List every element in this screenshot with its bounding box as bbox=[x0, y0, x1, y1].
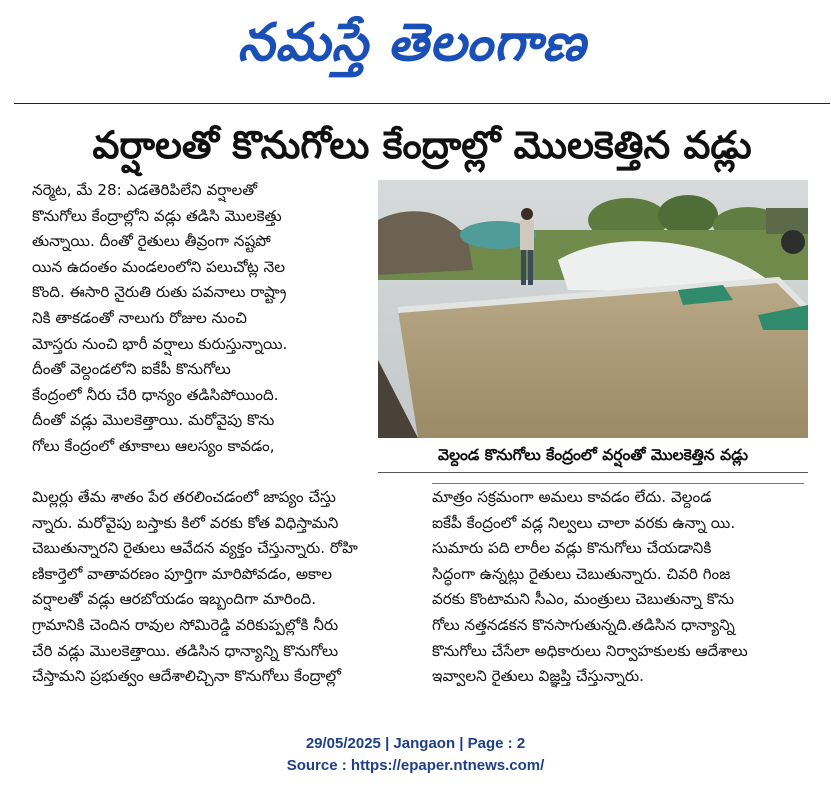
article-text-line: నర్మెట, మే 28: ఎడతెరిపిలేని వర్షాలతో bbox=[32, 181, 258, 199]
article-column-b bbox=[32, 485, 424, 690]
article-text-line: కొంది. ఈసారి నైరుతి రుతు పవనాలు రాష్ట్రా bbox=[32, 283, 287, 302]
article-column-c bbox=[432, 485, 804, 690]
article-text-line: మిల్లర్లు తేమ శాతం పేర తరలించడంలో జాప్యం చేస్తు bbox=[32, 488, 336, 506]
footer-date-line: 29/05/2025 | Jangaon | Page : 2 bbox=[305, 735, 526, 752]
paddy-field-image bbox=[378, 180, 808, 438]
caption-divider bbox=[378, 472, 808, 473]
masthead bbox=[0, 0, 831, 86]
article-text-line: నికి తాకడంతో నాలుగు రోజుల నుంచి bbox=[32, 308, 247, 327]
article-text-line: మోస్తరు నుంచి భారీ వర్షాలు కురుస్తున్నాయి. bbox=[32, 334, 288, 353]
article-text-line: దీంతో వెల్దండలోని ఐకేపీ కొనుగోలు bbox=[32, 360, 231, 379]
newspaper-logo: నమస్తే తెలంగాణ bbox=[237, 13, 587, 73]
article-text-line: దీంతో వడ్లు మొలకెత్తాయి. మరోవైపు కొను bbox=[32, 411, 275, 430]
article-text-line: సుమారు పది లారీల వడ్లు కొనుగోలు చేయడానికి bbox=[432, 539, 712, 558]
article-text-line: ణికార్తెలో వాతావరణం పూర్తిగా మారిపోవడం, అకాల bbox=[32, 564, 332, 583]
masthead-divider bbox=[14, 103, 830, 104]
article-text-line: ఐకేపీ కేంద్రంలో వడ్ల నిల్వలు చాలా వరకు ఉన్నా యి. bbox=[432, 513, 736, 532]
article-column-a bbox=[32, 178, 362, 460]
column-c-top-rule bbox=[432, 483, 804, 484]
footer-source-line: Source : https://epaper.ntnews.com/ bbox=[286, 757, 545, 774]
article-text-line: చేస్తామని ప్రభుత్వం ఆదేశాలిచ్చినా కొనుగోలు కేంద్రాల్లో bbox=[32, 667, 342, 686]
article-text-line: చేరి వడ్లు మొలకెత్తాయి. తడిసిన ధాన్యాన్ని కొనుగోలు bbox=[32, 641, 339, 660]
article-text-line: ఇవ్వాలని రైతులు విజ్ఞప్తి చేస్తున్నారు. bbox=[432, 667, 644, 686]
article-text-line: చెబుతున్నారని రైతులు ఆవేదన వ్యక్తం చేస్తున్నారు. రోహి bbox=[32, 539, 358, 558]
article-text-line: కేంద్రంలో నీరు చేరి ధాన్యం తడిసిపోయింది. bbox=[32, 385, 279, 404]
photo-caption: వెల్దండ కొనుగోలు కేంద్రంలో వర్షంతో మొలకెత్తిన వడ్లు bbox=[438, 446, 748, 464]
article-text-line: గ్రామానికి చెందిన రావుల సోమిరెడ్డి వరికుప్పల్లోకి నీరు bbox=[32, 615, 339, 634]
article-text-line: తున్నాయి. దీంతో రైతులు తీవ్రంగా నష్టపో bbox=[32, 232, 271, 251]
article-text-line: కొనుగోలు కేంద్రాల్లోని వడ్లు తడిసి మొలకెత్తు bbox=[32, 206, 282, 225]
article-text-line: మాత్రం సక్రమంగా అమలు కావడం లేదు. వెల్దండ bbox=[432, 488, 712, 506]
article-headline: వర్షాలతో కొనుగోలు కేంద్రాల్లో మొలకెత్తిన వడ్లు bbox=[92, 123, 752, 167]
article-text-line: న్నారు. మరోవైపు బస్తాకు కిలో వరకు కోత విధిస్తామని bbox=[32, 513, 339, 532]
article-text-line: వర్షాలతో వడ్లు ఆరబోయడం ఇబ్బందిగా మారింది. bbox=[32, 590, 317, 609]
article-text-line: యిన ఉదంతం మండలంలోని పలుచోట్ల నెల bbox=[32, 257, 286, 276]
article-text-line: కొనుగోలు చేసేలా అధికారులు నిర్వాహకులకు ఆదేశాలు bbox=[432, 641, 748, 660]
article-text-line: గోలు కేంద్రంలో తూకాలు ఆలస్యం కావడం, bbox=[32, 436, 275, 455]
article-text-line: సిద్ధంగా ఉన్నట్లు రైతులు చెబుతున్నారు. చివరి గింజ bbox=[432, 564, 731, 583]
article-text-line: గోలు నత్తనడకన కొనసాగుతున్నది.తడిసిన ధాన్యాన్ని bbox=[432, 615, 735, 634]
article-photo bbox=[378, 180, 808, 438]
article-text-line: వరకు కొంటామని సీఎం, మంత్రులు చెబుతున్నా కొను bbox=[432, 590, 734, 609]
